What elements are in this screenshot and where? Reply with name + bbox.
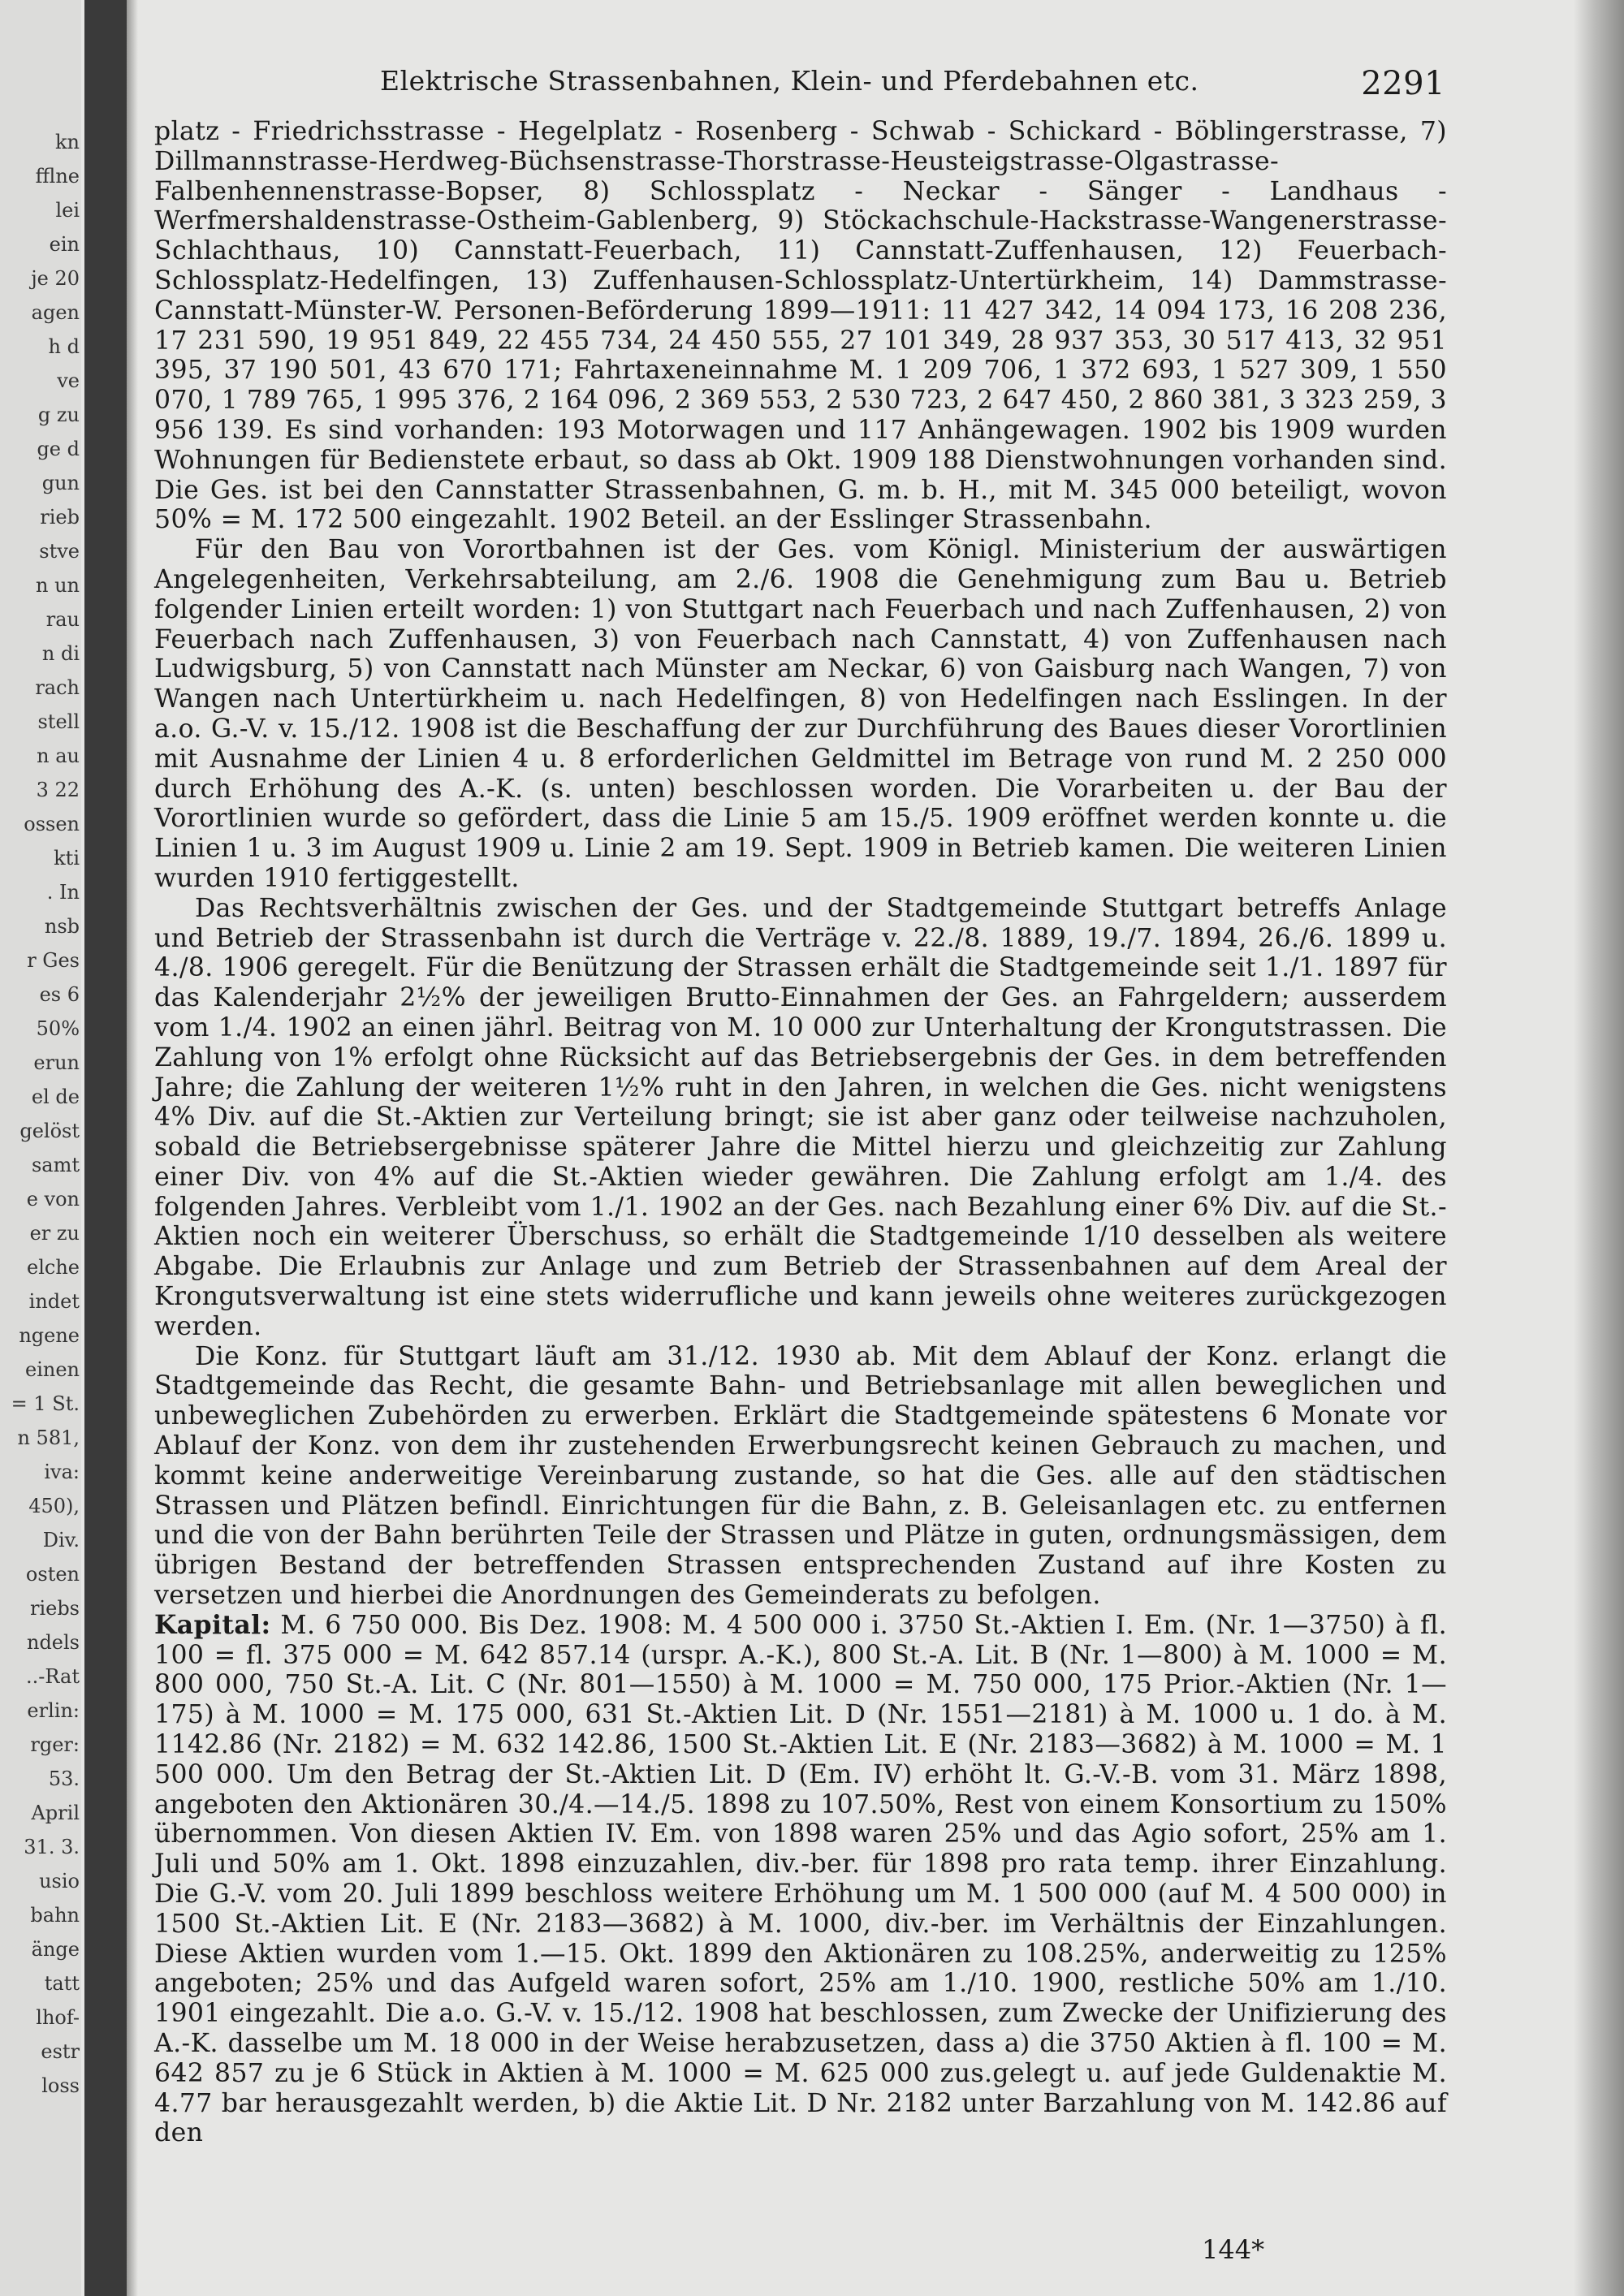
margin-fragment: rach — [35, 676, 80, 699]
margin-fragment: ngene — [19, 1324, 80, 1347]
margin-fragment: g zu — [37, 404, 80, 426]
margin-fragment: erun — [33, 1051, 80, 1074]
margin-fragment: agen — [31, 301, 80, 324]
margin-fragment: 31. 3. — [24, 1836, 80, 1858]
margin-fragment: 53. — [48, 1767, 80, 1790]
gutter-shadow — [127, 0, 138, 2296]
margin-fragment: April — [31, 1802, 80, 1824]
margin-fragment: lei — [55, 199, 80, 222]
margin-fragment: gun — [41, 472, 80, 494]
margin-fragment: es 6 — [39, 983, 80, 1006]
page-edge-shadow — [1574, 0, 1624, 2296]
margin-fragment: . In — [46, 881, 80, 904]
margin-fragment: usio — [39, 1870, 80, 1892]
margin-fragment: ge d — [37, 438, 80, 460]
margin-fragment: änge — [31, 1938, 80, 1961]
margin-fragment: n un — [36, 574, 80, 597]
margin-fragment: n di — [41, 642, 80, 665]
margin-fragment: stell — [37, 710, 80, 733]
margin-fragment: ndels — [26, 1631, 80, 1654]
signature-mark: 144* — [1202, 2234, 1265, 2265]
margin-fragment: = 1 St. — [11, 1392, 80, 1415]
margin-fragment: einen — [25, 1358, 80, 1381]
margin-fragment: 50% — [36, 1017, 80, 1040]
body-text — [154, 117, 1447, 2148]
margin-fragment: nsb — [44, 915, 80, 938]
margin-fragment: e von — [26, 1188, 80, 1211]
adjacent-page-margin — [0, 0, 81, 2296]
margin-fragment: n 581, — [17, 1426, 80, 1449]
running-title: Elektrische Strassenbahnen, Klein- und Pferdebahnen etc. — [380, 65, 1199, 97]
margin-fragment: r Ges — [27, 949, 80, 972]
margin-fragment: el de — [31, 1085, 80, 1108]
margin-fragment: loss — [41, 2074, 80, 2097]
margin-fragment: n au — [37, 744, 80, 767]
margin-fragment: tatt — [44, 1972, 80, 1995]
margin-fragment: kti — [54, 847, 80, 870]
capital-label: Kapital: — [154, 1609, 271, 1640]
margin-fragment: kn — [55, 131, 80, 153]
margin-fragment: osten — [25, 1563, 80, 1586]
margin-fragment: ein — [49, 233, 80, 256]
margin-fragment: lhof- — [36, 2006, 80, 2029]
paragraph-suburban-lines: Für den Bau von Vorortbahnen ist der Ges. vom Königl. Ministerium der auswärtigen Angelegenheiten, Verkehrsabteilung, am 2./6. 1908 die Genehmigung zum Bau u. Betrieb folgender Linien erteilt worden: 1) von Stuttgart nach Feuerbach und nach Zuffenhausen, 2) von Feuerbach nach Zuffenhausen, 3) von Feuerbach nach Cannstatt, 4) von Zuffenhausen nach Ludwigsburg, 5) von Cannstatt nach Münster am Neckar, 6) von Gaisburg nach Wangen, 7) von Wangen nach Untertürkheim u. nach Hedelfingen, 8) von Hedelfingen nach Esslingen. In der a.o. G.-V. v. 15./12. 1908 ist die Beschaffung der zur Durchführung des Baues dieser Vorortlinien mit Ausnahme der Linien 4 u. 8 erforderlichen Geldmittel im Betrage von rund M. 2 250 000 durch Erhöhung des A.-K. (s. unten) beschlossen worden. Die Vorarbeiten u. der Bau der Vorortlinien wurde so gefördert, dass die Linie 5 am 15./5. 1909 eröffnet werden konnte u. die Linien 1 u. 3 im August 1909 u. Linie 2 am 19. Sept. 1909 in Betrieb kamen. Die weiteren Linien wurden 1910 fertiggestellt. — [154, 535, 1447, 893]
margin-fragment: Div. — [42, 1529, 80, 1552]
margin-fragment: estr — [41, 2040, 80, 2063]
paragraph-concession: Die Konz. für Stuttgart läuft am 31./12. 1930 ab. Mit dem Ablauf der Konz. erlangt die Stadtgemeinde das Recht, die gesamte Bahn- und Betriebsanlage mit allen beweglichen und unbeweglichen Zubehörden zu erwerben. Erklärt die Stadtgemeinde spätestens 6 Monate vor Ablauf der Konz. von dem ihr zustehenden Erwerbungsrecht keinen Gebrauch zu machen, und kommt keine anderweitige Vereinbarung zustande, so hat die Ges. alle auf den städtischen Strassen und Plätzen befindl. Einrichtungen für die Bahn, z. B. Geleisanlagen etc. zu entfernen und die von der Bahn berührten Teile der Strassen und Plätze in guten, ordnungsmässigen, dem übrigen Bestand der betreffenden Strassen entsprechenden Zustand auf ihre Kosten zu versetzen und hierbei die Anordnungen des Gemeinderats zu befolgen. — [154, 1341, 1447, 1611]
page — [154, 49, 1447, 2148]
paragraph-tram-lines: platz - Friedrichsstrasse - Hegelplatz - Rosenberg - Schwab - Schickard - Böblingerstrasse, 7) Dillmannstrasse-Herdweg-Büchsenstrasse-Thorstrasse-Heusteigstrasse-Olgastrasse-Falbenhennenstrasse-Bopser, 8) Schlossplatz - Neckar - Sänger - Landhaus - Werfmershaldenstrasse-Ostheim-Gablenberg, 9) Stöckachschule-Hackstrasse-Wangenerstrasse-Schlachthaus, 10) Cannstatt-Feuerbach, 11) Cannstatt-Zuffenhausen, 12) Feuerbach-Schlossplatz-Hedelfingen, 13) Zuffenhausen-Schlossplatz-Untertürkheim, 14) Dammstrasse-Cannstatt-Münster-W. Personen-Beförderung 1899—1911: 11 427 342, 14 094 173, 16 208 236, 17 231 590, 19 951 849, 22 455 734, 24 450 555, 27 101 349, 28 937 353, 30 517 413, 32 951 395, 37 190 501, 43 670 171; Fahrtaxeneinnahme M. 1 209 706, 1 372 693, 1 527 309, 1 550 070, 1 789 765, 1 995 376, 2 164 096, 2 369 553, 2 530 723, 2 647 450, 2 860 381, 3 323 259, 3 956 139. Es sind vorhanden: 193 Motorwagen und 117 Anhängewagen. 1902 bis 1909 wurden Wohnungen für Bedienstete erbaut, so dass ab Okt. 1909 188 Dienstwohnungen vorhanden sind. Die Ges. ist bei den Cannstatter Strassenbahnen, G. m. b. H., mit M. 345 000 beteiligt, wovon 50% = M. 172 500 eingezahlt. 1902 Beteil. an der Esslinger Strassenbahn. — [154, 117, 1447, 535]
margin-fragment: h d — [48, 335, 80, 358]
capital-text: M. 6 750 000. Bis Dez. 1908: M. 4 500 000 i. 3750 St.-Aktien I. Em. (Nr. 1—3750) à fl. 100 = fl. 375 000 = M. 642 857.14 (urspr. A.-K.), 800 St.-A. Lit. B (Nr. 1—800) à M. 1000 = M. 800 000, 750 St.-A. Lit. C (Nr. 801—1550) à M. 1000 = M. 750 000, 175 Prior.-Aktien (Nr. 1—175) à M. 1000 = M. 175 000, 631 St.-Aktien Lit. D (Nr. 1551—2181) à M. 1000 u. 1 do. à M. 1142.86 (Nr. 2182) = M. 632 142.86, 1500 St.-Aktien Lit. E (Nr. 2183—3682) à M. 1000 = M. 1 500 000. Um den Betrag der St.-Aktien Lit. D (Em. IV) erhöht lt. G.-V.-B. vom 31. März 1898, angeboten den Aktionären 30./4.—14./5. 1898 zu 107.50%, Rest von einem Konsortium zu 150% übernommen. Von diesen Aktien IV. Em. von 1898 waren 25% und das Agio sofort, 25% am 1. Juli und 50% am 1. Okt. 1898 einzuzahlen, div.-ber. für 1898 pro rata temp. ihrer Einzahlung. Die G.-V. vom 20. Juli 1899 beschloss weitere Erhöhung um M. 1 500 000 (auf M. 4 500 000) in 1500 St.-Aktien Lit. E (Nr. 2183—3682) à M. 1000, div.-ber. im Verhältnis der Einzahlungen. Diese Aktien wurden vom 1.—15. Okt. 1899 den Aktionären zu 108.25%, anderweitig zu 125% angeboten; 25% und das Aufgeld waren sofort, 25% am 1./10. 1900, restliche 50% am 1./10. 1901 eingezahlt. Die a.o. G.-V. v. 15./12. 1908 hat beschlossen, zum Zwecke der Unifizierung des A.-K. dasselbe um M. 18 000 in der Weise herabzusetzen, dass a) die 3750 Aktien à fl. 100 = M. 642 857 zu je 6 Stück in Aktien à M. 1000 = M. 625 000 zus.gelegt u. auf jede Guldenaktie M. 4.77 bar herausgezahlt werden, b) die Aktie Lit. D Nr. 2182 unter Barzahlung von M. 142.86 auf den — [154, 1610, 1447, 2148]
margin-fragment: ossen — [24, 813, 80, 835]
paragraph-legal-relationship: Das Rechtsverhältnis zwischen der Ges. und der Stadtgemeinde Stuttgart betreffs Anlage und Betrieb der Strassenbahn ist durch die Verträge v. 22./8. 1889, 19./7. 1894, 26./6. 1899 u. 4./8. 1906 geregelt. Für die Benützung der Strassen erhält die Stadtgemeinde seit 1./1. 1897 für das Kalenderjahr 2½% der jeweiligen Brutto-Einnahmen der Ges. an Fahrgeldern; ausserdem vom 1./4. 1902 an einen jährl. Beitrag von M. 10 000 zur Unterhaltung der Krongutstrassen. Die Zahlung von 1% erfolgt ohne Rücksicht auf das Betriebsergebnis der Ges. in dem betreffenden Jahre; die Zahlung der weiteren 1½% ruht in den Jahren, in welchen die Ges. nicht wenigstens 4% Div. auf die St.-Aktien zur Verteilung bringt; sie ist aber ganz oder teilweise nachzuholen, sobald die Betriebsergebnisse späterer Jahre die Mittel hierzu und gleichzeitig zur Zahlung einer Div. von 4% auf die St.-Aktien wieder gewähren. Die Zahlung erfolgt am 1./4. des folgenden Jahres. Verbleibt vom 1./1. 1902 an der Ges. nach Bezahlung einer 6% Div. auf die St.-Aktien noch ein weiterer Überschuss, so erhält die Stadtgemeinde 1/10 desselben als weitere Abgabe. Die Erlaubnis zur Anlage und zum Betrieb der Strassenbahnen auf dem Areal der Krongutsverwaltung ist eine stets widerrufliche und kann jeweils ohne weiteres zurückgezogen werden. — [154, 893, 1447, 1341]
binding-gutter — [84, 0, 127, 2296]
margin-fragment: gelöst — [19, 1120, 80, 1142]
margin-fragment: je 20 — [31, 267, 80, 290]
paragraph-capital — [154, 1611, 1447, 2148]
page-number: 2291 — [1361, 65, 1445, 102]
margin-fragment: stve — [39, 540, 80, 563]
margin-fragment: ve — [57, 369, 80, 392]
margin-fragment: riebs — [29, 1597, 80, 1620]
margin-fragment: bahn — [30, 1904, 80, 1927]
margin-fragment: erlin: — [27, 1699, 80, 1722]
margin-fragment: samt — [31, 1154, 80, 1176]
margin-fragment: rieb — [40, 506, 80, 529]
margin-fragment: ..-Rat — [26, 1665, 80, 1688]
running-head — [154, 49, 1447, 101]
margin-fragment: 450), — [28, 1495, 80, 1517]
margin-fragment: elche — [27, 1256, 80, 1279]
margin-fragment: rger: — [30, 1733, 80, 1756]
margin-fragment: iva: — [44, 1461, 80, 1483]
margin-fragment: fflne — [35, 165, 80, 188]
margin-fragment: rau — [45, 608, 80, 631]
margin-fragment: er zu — [29, 1222, 80, 1245]
margin-fragment: indet — [28, 1290, 80, 1313]
margin-fragment: 3 22 — [36, 779, 80, 801]
